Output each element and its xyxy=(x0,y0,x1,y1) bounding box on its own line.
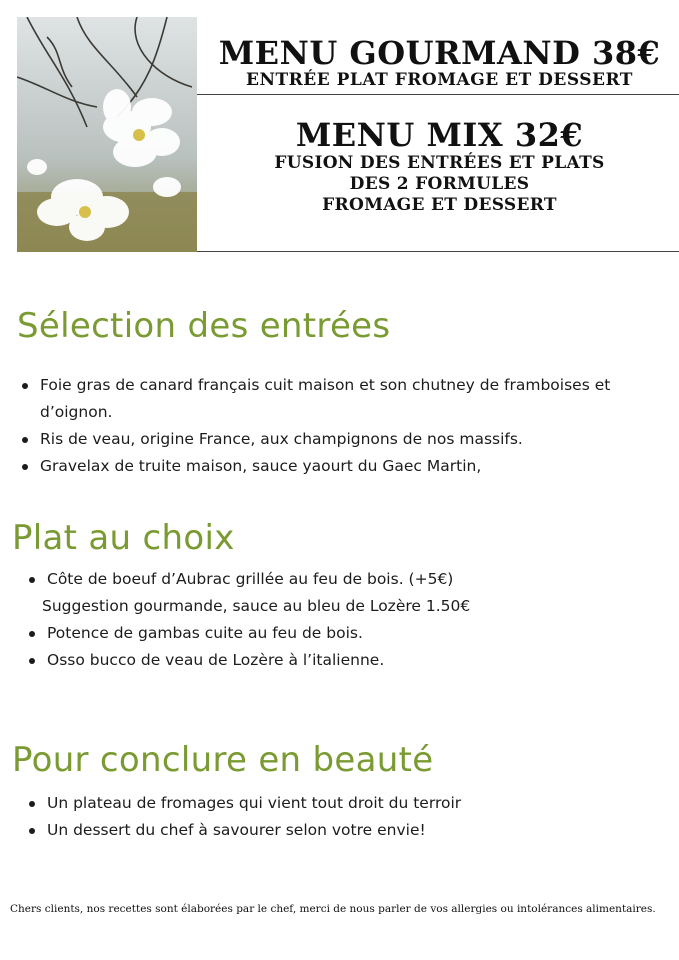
list-item xyxy=(29,647,649,674)
list-item-text: Un dessert du chef à savourer selon votre envie! xyxy=(47,821,426,839)
list-item xyxy=(22,372,662,426)
bullet-icon xyxy=(29,801,35,807)
list-item xyxy=(29,817,649,844)
bullet-icon xyxy=(29,577,35,583)
bullet-icon xyxy=(22,437,28,443)
blossom-illustration xyxy=(17,17,197,252)
blossom-photo xyxy=(17,17,197,252)
header-divider-bottom xyxy=(197,251,679,252)
bullet-icon xyxy=(22,383,28,389)
allergy-note: Chers clients, nos recettes sont élaborées par le chef, merci de nous parler de vos allergies ou intolérances alimentaires. xyxy=(10,903,656,915)
list-item-text: Ris de veau, origine France, aux champignons de nos massifs. xyxy=(40,430,523,448)
plats-list xyxy=(29,566,649,674)
menu-mix-line-1: FUSION DES ENTRÉES ET PLATS xyxy=(274,153,605,173)
menu-gourmand-subtitle: ENTRÉE PLAT FROMAGE ET DESSERT xyxy=(246,70,633,90)
bullet-icon xyxy=(29,631,35,637)
list-item-text: Osso bucco de veau de Lozère à l’italienne. xyxy=(47,651,385,669)
list-item-text: Potence de gambas cuite au feu de bois. xyxy=(47,624,363,642)
section-title-plats: Plat au choix xyxy=(12,518,235,558)
header-divider-top xyxy=(197,94,679,95)
suggestion-text: Suggestion gourmande, sauce au bleu de Lozère 1.50€ xyxy=(42,597,471,615)
section-title-entrees: Sélection des entrées xyxy=(17,306,391,346)
list-item-text: Un plateau de fromages qui vient tout droit du terroir xyxy=(47,794,462,812)
bullet-icon xyxy=(22,464,28,470)
list-item-text: Côte de boeuf d’Aubrac grillée au feu de bois. (+5€) xyxy=(47,570,454,588)
bullet-icon xyxy=(29,828,35,834)
desserts-list xyxy=(29,790,649,844)
section-title-desserts: Pour conclure en beauté xyxy=(12,740,434,780)
list-item xyxy=(29,620,649,647)
menu-mix-line-3: FROMAGE ET DESSERT xyxy=(322,195,557,215)
bullet-icon xyxy=(29,658,35,664)
entrees-list xyxy=(22,372,662,480)
menu-mix-line-2: DES 2 FORMULES xyxy=(349,174,530,194)
list-item-text: Gravelax de truite maison, sauce yaourt du Gaec Martin, xyxy=(40,457,482,475)
menu-mix-title: MENU MIX 32€ xyxy=(295,116,584,154)
list-item xyxy=(22,453,662,480)
list-item xyxy=(29,790,649,817)
menu-gourmand-title: MENU GOURMAND 38€ xyxy=(218,34,661,72)
list-item-text: Foie gras de canard français cuit maison et son chutney de framboises et d’oignon. xyxy=(40,376,611,421)
list-item xyxy=(29,566,649,593)
list-item xyxy=(22,426,662,453)
